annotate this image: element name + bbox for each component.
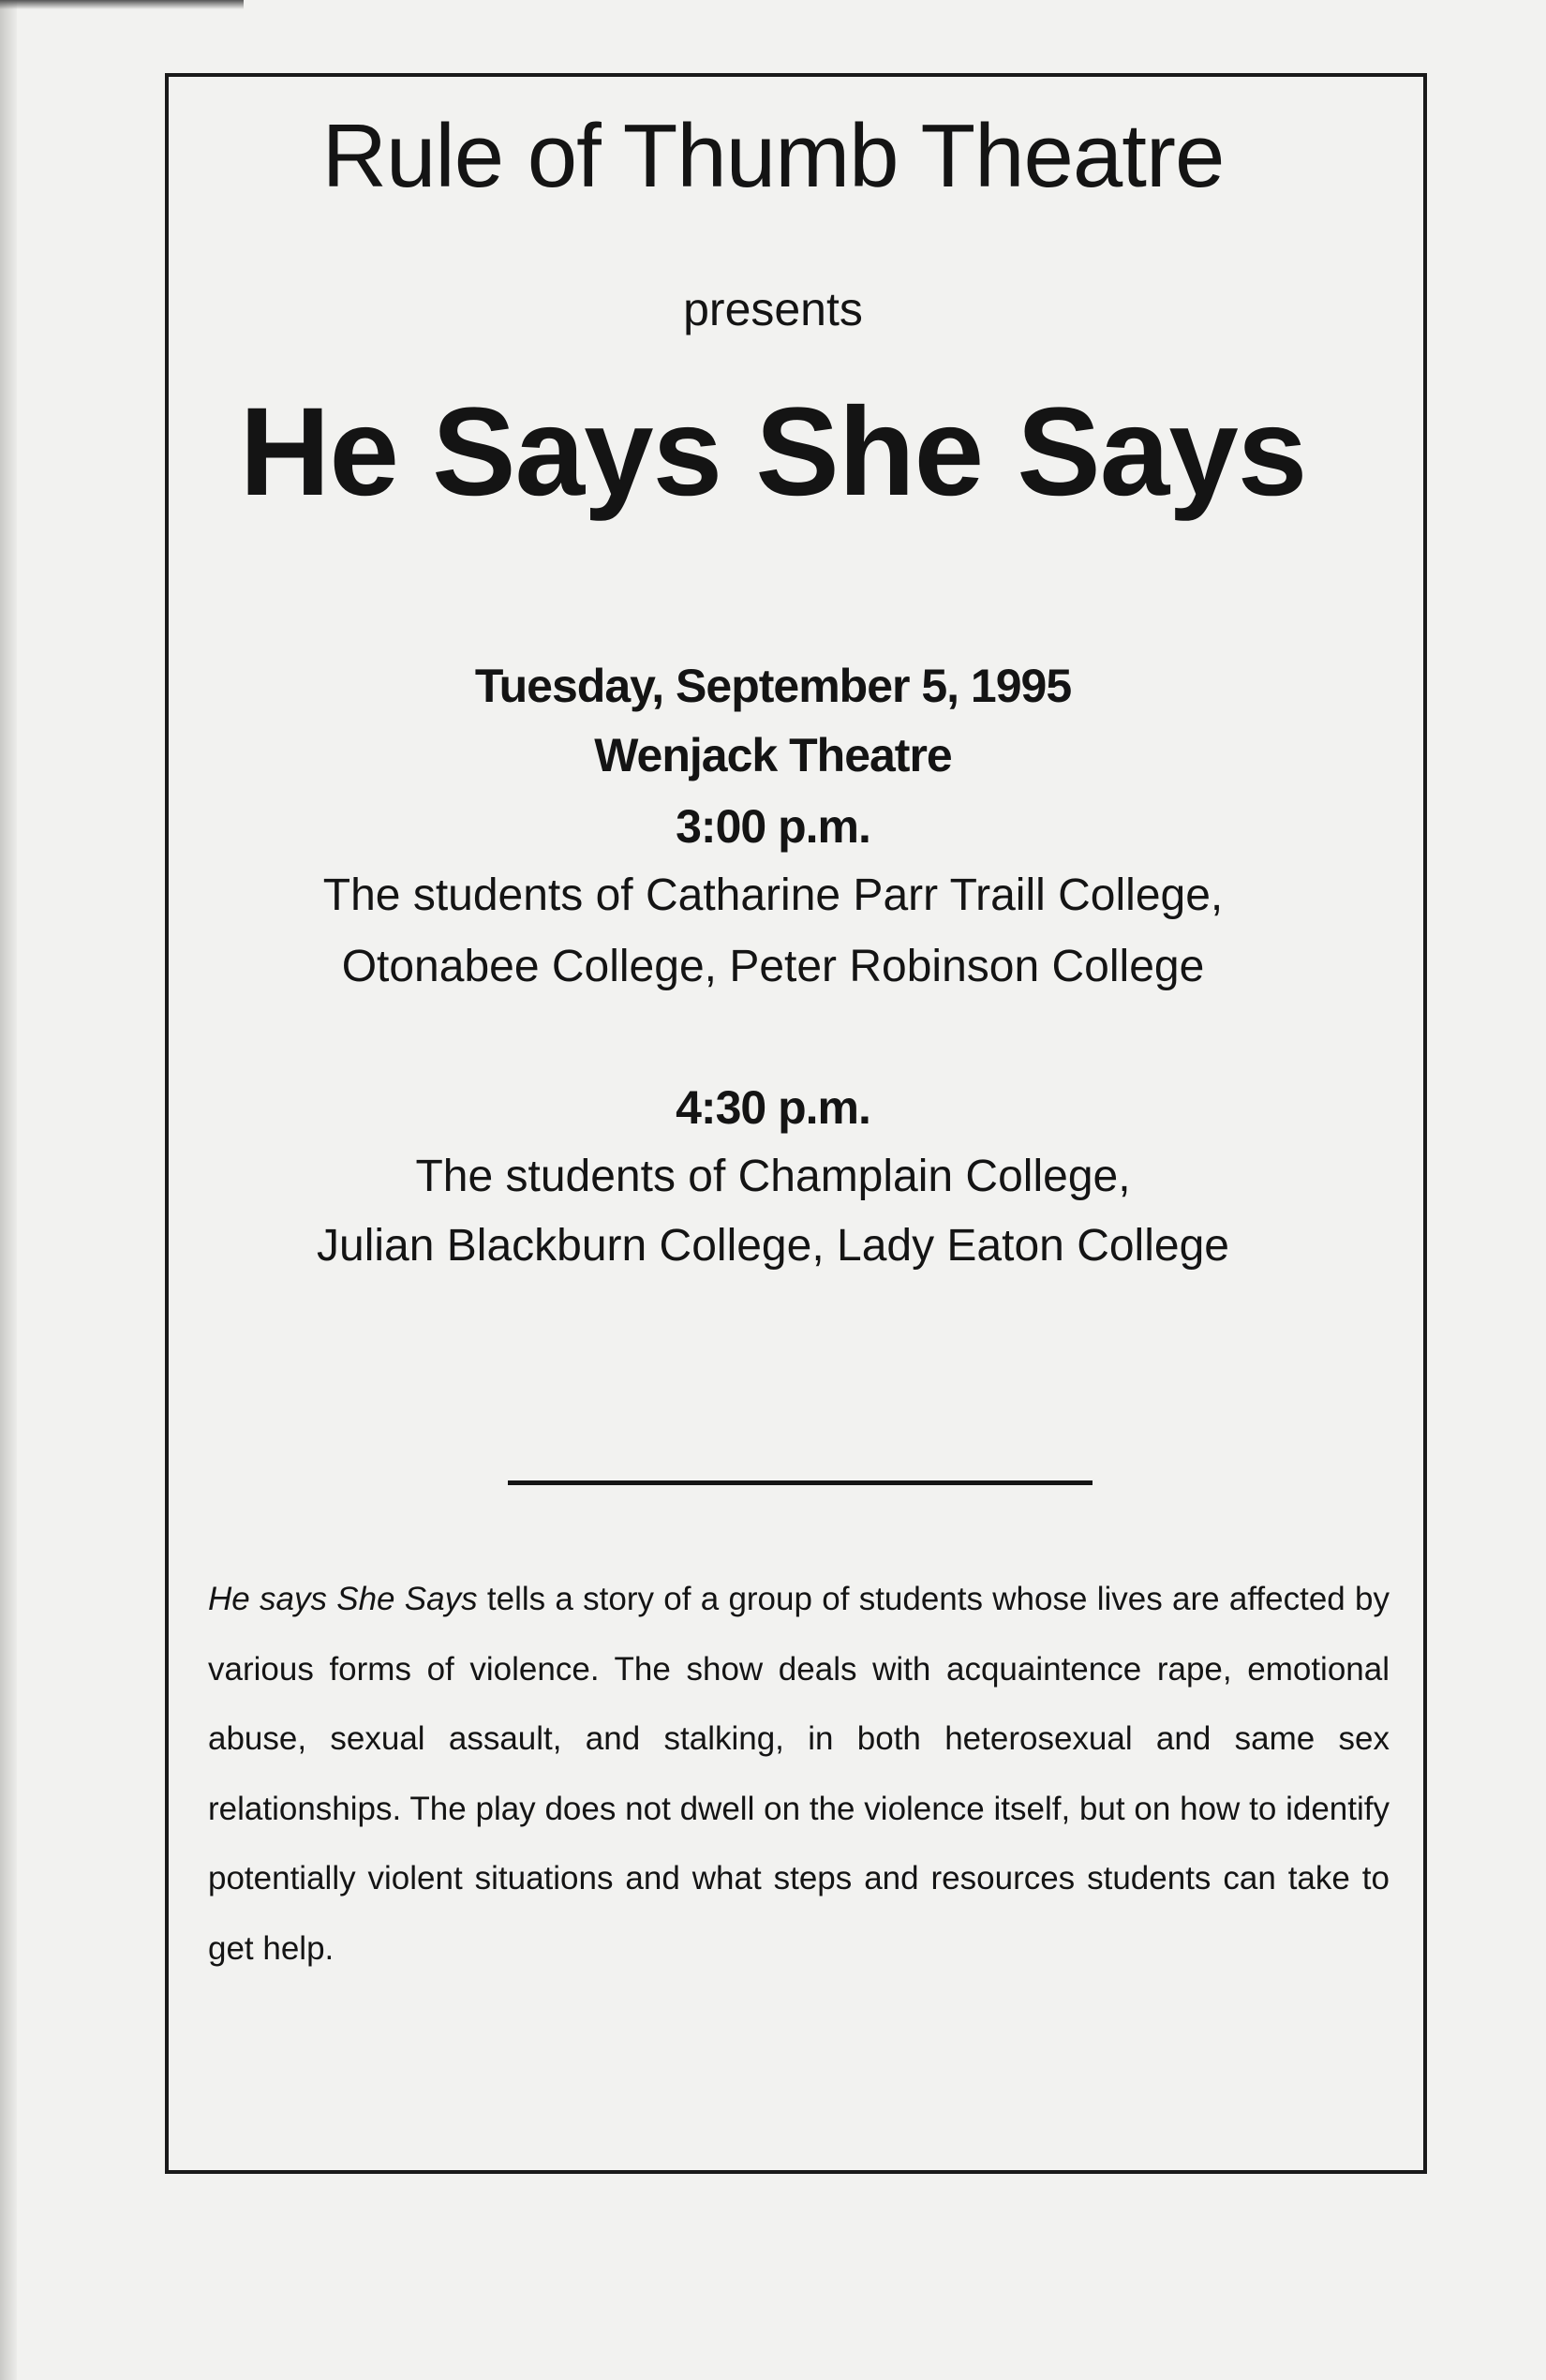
showing-2-time: 4:30 p.m. bbox=[676, 1081, 870, 1134]
showing-2-audience-line-1: The students of Champlain College, bbox=[415, 1152, 1131, 1201]
play-title: He Says She Says bbox=[239, 382, 1307, 522]
company-name: Rule of Thumb Theatre bbox=[321, 106, 1225, 206]
presents-label: presents bbox=[683, 283, 863, 335]
showing-2-audience-line-2: Julian Blackburn College, Lady Eaton College bbox=[317, 1221, 1229, 1271]
description-text: tells a story of a group of students whose lives are affected by various forms of violence. The show deals with acquaintence rape, emotional abuse, sexual assault, and stalking, in both heterosexual and same sex relationships. The play does not dwell on the violence itself, but on how to identify potentially violent situations and what steps and resources students can take to get help. bbox=[208, 1581, 1390, 1967]
venue-name: Wenjack Theatre bbox=[594, 729, 952, 781]
play-description bbox=[208, 1565, 1390, 1984]
showing-1-audience-line-2: Otonabee College, Peter Robinson College bbox=[341, 942, 1205, 991]
divider-line bbox=[508, 1480, 1093, 1485]
page-corner-shadow bbox=[0, 0, 244, 9]
description-play-title: He says She Says bbox=[208, 1581, 478, 1617]
showing-1-audience-line-1: The students of Catharine Parr Traill College, bbox=[322, 870, 1224, 920]
showing-1-time: 3:00 p.m. bbox=[676, 800, 870, 853]
performance-date: Tuesday, September 5, 1995 bbox=[474, 660, 1072, 712]
